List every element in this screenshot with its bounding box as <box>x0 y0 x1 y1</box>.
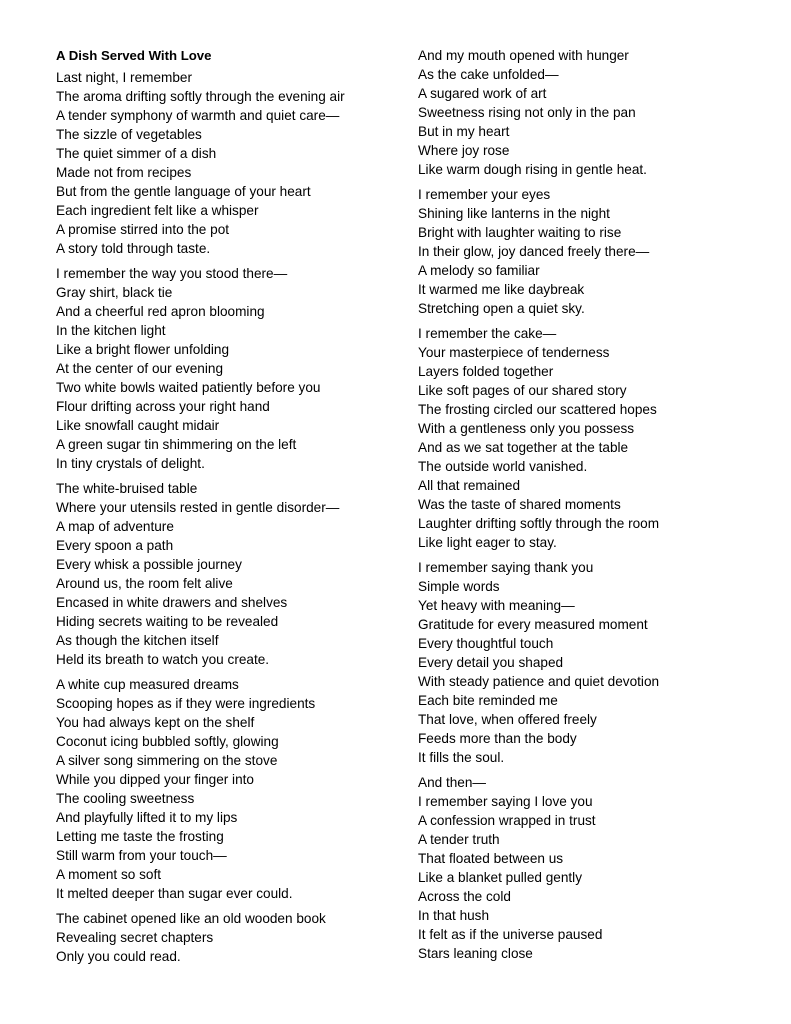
poem-line: Every spoon a path <box>56 538 174 553</box>
poem-line: Where joy rose <box>418 143 510 158</box>
poem-line: Hiding secrets waiting to be revealed <box>56 614 279 629</box>
poem-line: The white-bruised table <box>56 481 198 496</box>
poem-line: Every whisk a possible journey <box>56 557 242 572</box>
poem-line: A map of adventure <box>56 519 174 534</box>
stanza <box>418 773 778 963</box>
poem-line: I remember saying I love you <box>418 794 593 809</box>
poem-line: And my mouth opened with hunger <box>418 48 629 63</box>
poem-line: A tender symphony of warmth and quiet care— <box>56 108 340 123</box>
poem-line: Was the taste of shared moments <box>418 497 621 512</box>
stanza <box>56 909 416 966</box>
poem-line: Laughter drifting softly through the room <box>418 516 660 531</box>
poem-line: It felt as if the universe paused <box>418 927 603 942</box>
poem-line: A tender truth <box>418 832 500 847</box>
poem-line: Stars leaning close <box>418 946 533 961</box>
poem-line: And as we sat together at the table <box>418 440 629 455</box>
poem-line: Layers folded together <box>418 364 554 379</box>
poem-line: Where your utensils rested in gentle disorder— <box>56 500 340 515</box>
poem-line: A white cup measured dreams <box>56 677 239 692</box>
poem-line: Only you could read. <box>56 949 181 964</box>
poem-line: In tiny crystals of delight. <box>56 456 205 471</box>
poem-line: Gray shirt, black tie <box>56 285 173 300</box>
poem-line: And then— <box>418 775 487 790</box>
poem-line: The outside world vanished. <box>418 459 588 474</box>
poem-line: The quiet simmer of a dish <box>56 146 217 161</box>
stanza <box>418 46 778 179</box>
poem-line: A confession wrapped in trust <box>418 813 596 828</box>
poem-line: Every detail you shaped <box>418 655 564 670</box>
poem-line: A green sugar tin shimmering on the left <box>56 437 297 452</box>
poem-line: A silver song simmering on the stove <box>56 753 278 768</box>
poem-line: And a cheerful red apron blooming <box>56 304 265 319</box>
poem-line: Bright with laughter waiting to rise <box>418 225 622 240</box>
stanza <box>418 185 778 318</box>
poem-line: Each ingredient felt like a whisper <box>56 203 259 218</box>
poem-line: A melody so familiar <box>418 263 540 278</box>
poem-line: It fills the soul. <box>418 750 505 765</box>
poem-line: With steady patience and quiet devotion <box>418 674 660 689</box>
poem-line: That love, when offered freely <box>418 712 597 727</box>
poem-line: While you dipped your finger into <box>56 772 254 787</box>
poem-line: I remember the way you stood there— <box>56 266 288 281</box>
poem-line: Yet heavy with meaning— <box>418 598 575 613</box>
poem-line: In that hush <box>418 908 490 923</box>
poem-line: But in my heart <box>418 124 510 139</box>
poem-line: A promise stirred into the pot <box>56 222 230 237</box>
poem-line: Letting me taste the frosting <box>56 829 224 844</box>
poem-line: I remember the cake— <box>418 326 557 341</box>
poem-line: Stretching open a quiet sky. <box>418 301 585 316</box>
poem-line: Like warm dough rising in gentle heat. <box>418 162 647 177</box>
poem-line: Gratitude for every measured moment <box>418 617 648 632</box>
poem-line: The cabinet opened like an old wooden book <box>56 911 326 926</box>
poem-line: Held its breath to watch you create. <box>56 652 270 667</box>
poem-line: The frosting circled our scattered hopes <box>418 402 657 417</box>
poem-title: A Dish Served With Love <box>56 48 212 63</box>
poem-line: Like snowfall caught midair <box>56 418 220 433</box>
poem-line: The sizzle of vegetables <box>56 127 202 142</box>
poem-line: Across the cold <box>418 889 511 904</box>
poem-line: In the kitchen light <box>56 323 166 338</box>
poem-line: A sugared work of art <box>418 86 547 101</box>
poem-line: You had always kept on the shelf <box>56 715 255 730</box>
poem-line: Your masterpiece of tenderness <box>418 345 610 360</box>
poem-line: Simple words <box>418 579 500 594</box>
stanza <box>418 558 778 767</box>
poem-line: Flour drifting across your right hand <box>56 399 270 414</box>
left-column <box>56 46 416 972</box>
left-stanzas <box>56 68 416 966</box>
stanza <box>56 675 416 903</box>
poem-line: At the center of our evening <box>56 361 224 376</box>
poem-line: Like a bright flower unfolding <box>56 342 230 357</box>
poem-line: Sweetness rising not only in the pan <box>418 105 636 120</box>
stanza <box>56 479 416 669</box>
poem-line: That floated between us <box>418 851 564 866</box>
right-stanzas <box>418 46 778 963</box>
poem-line: Each bite reminded me <box>418 693 558 708</box>
poem-line: A moment so soft <box>56 867 162 882</box>
poem-line: Made not from recipes <box>56 165 192 180</box>
poem-line: The cooling sweetness <box>56 791 195 806</box>
poem-line: As the cake unfolded— <box>418 67 559 82</box>
poem-line: Encased in white drawers and shelves <box>56 595 288 610</box>
poem-line: Last night, I remember <box>56 70 192 85</box>
stanza <box>56 264 416 473</box>
poem-line: It melted deeper than sugar ever could. <box>56 886 293 901</box>
poem-line: A story told through taste. <box>56 241 211 256</box>
poem-line: But from the gentle language of your heart <box>56 184 311 199</box>
poem-line: The aroma drifting softly through the evening air <box>56 89 345 104</box>
poem-line: All that remained <box>418 478 521 493</box>
poem-line: Coconut icing bubbled softly, glowing <box>56 734 279 749</box>
poem-line: Like a blanket pulled gently <box>418 870 582 885</box>
poem-line: Revealing secret chapters <box>56 930 214 945</box>
poem-line: Like light eager to stay. <box>418 535 557 550</box>
poem-line: As though the kitchen itself <box>56 633 219 648</box>
poem-line: Like soft pages of our shared story <box>418 383 627 398</box>
poem-line: Still warm from your touch— <box>56 848 227 863</box>
stanza <box>418 324 778 552</box>
poem-line: It warmed me like daybreak <box>418 282 585 297</box>
poem-line: Shining like lanterns in the night <box>418 206 610 221</box>
poem-line: With a gentleness only you possess <box>418 421 635 436</box>
poem-line: I remember saying thank you <box>418 560 594 575</box>
stanza <box>56 68 416 258</box>
poem-line: Around us, the room felt alive <box>56 576 233 591</box>
poem-line: In their glow, joy danced freely there— <box>418 244 650 259</box>
right-column <box>418 46 778 969</box>
poem-line: Two white bowls waited patiently before you <box>56 380 321 395</box>
poem-line: Feeds more than the body <box>418 731 577 746</box>
poem-line: Every thoughtful touch <box>418 636 554 651</box>
poem-line: Scooping hopes as if they were ingredients <box>56 696 316 711</box>
poem-line: And playfully lifted it to my lips <box>56 810 238 825</box>
poem-line: I remember your eyes <box>418 187 551 202</box>
